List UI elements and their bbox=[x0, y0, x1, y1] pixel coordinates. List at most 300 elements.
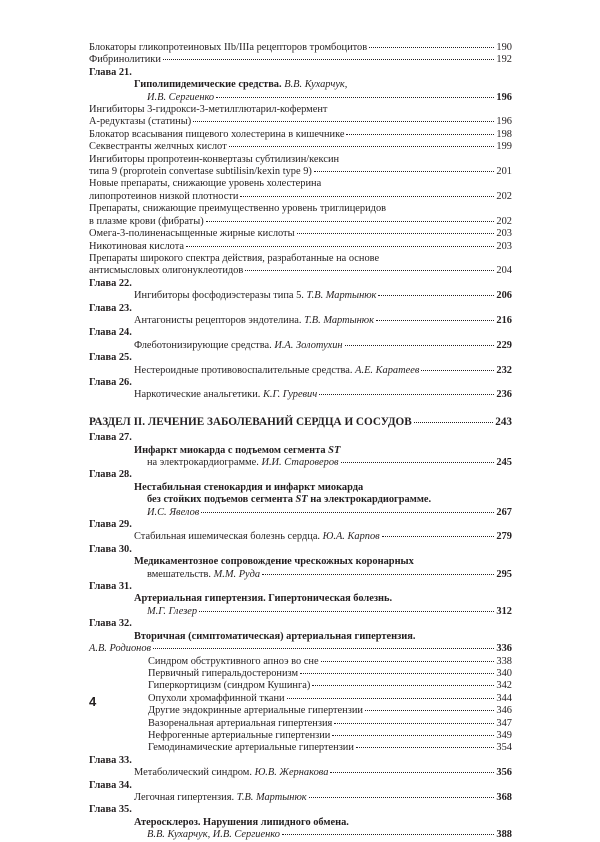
entry-title bbox=[89, 166, 312, 178]
entry-title-text: Омега-3-полиненасыщенные жирные кислоты bbox=[89, 228, 295, 240]
entry-line bbox=[134, 631, 512, 643]
entry-line bbox=[89, 191, 512, 203]
dot-leader bbox=[341, 462, 495, 463]
entry-body bbox=[89, 228, 512, 240]
entry-title-text: Ингибиторы фосфодиэстеразы типа 5. bbox=[134, 290, 304, 302]
page-ref: 245 bbox=[496, 457, 512, 468]
entry-title bbox=[147, 92, 214, 104]
entry-title-text: Метаболический синдром. bbox=[134, 767, 252, 779]
toc-chapter[interactable] bbox=[89, 327, 512, 352]
entry-line bbox=[148, 718, 512, 730]
toc-chapter[interactable] bbox=[89, 780, 512, 805]
entry-line bbox=[134, 445, 512, 457]
entry-body bbox=[134, 340, 512, 352]
dot-leader bbox=[414, 422, 493, 423]
entry-author: М.М. Руда bbox=[213, 568, 261, 580]
entry-body bbox=[134, 482, 512, 519]
dot-leader bbox=[369, 47, 494, 48]
entry-title bbox=[89, 265, 243, 277]
toc-subentry[interactable] bbox=[89, 178, 512, 203]
toc-subentry[interactable] bbox=[89, 241, 512, 253]
toc-chapter[interactable] bbox=[89, 519, 512, 544]
entry-title bbox=[89, 141, 227, 153]
page-ref: 196 bbox=[496, 116, 512, 128]
entry-line bbox=[134, 340, 512, 352]
entry-body bbox=[148, 705, 512, 717]
page-ref: 202 bbox=[496, 215, 512, 227]
entry-title-text: Препараты широкого спектра действия, разработанные на основе bbox=[89, 252, 380, 264]
entry-title bbox=[147, 829, 280, 841]
dot-leader bbox=[334, 723, 494, 724]
chapter-label: Глава 27. bbox=[89, 432, 132, 444]
entry-title-text: в плазме крови (фибраты) bbox=[89, 215, 204, 227]
entry-author: Т.В. Мартынюк bbox=[304, 314, 374, 326]
entry-line bbox=[89, 241, 512, 253]
entry-author: К.Г. Гуревич bbox=[262, 389, 318, 401]
entry-line bbox=[148, 680, 512, 692]
page-ref: 232 bbox=[496, 364, 512, 376]
entry-line bbox=[89, 216, 512, 228]
toc-subentry[interactable] bbox=[89, 668, 512, 680]
entry-title-text: Никотиновая кислота bbox=[89, 240, 185, 252]
entry-line bbox=[89, 116, 512, 128]
entry-title bbox=[148, 668, 298, 680]
entry-body bbox=[148, 730, 512, 742]
entry-line bbox=[89, 129, 512, 141]
entry-title bbox=[134, 389, 317, 401]
entry-title-text: на электрокардиограмме. bbox=[147, 457, 259, 468]
toc-chapter[interactable] bbox=[89, 432, 512, 469]
entry-title-text: Гиполипидемические средства. bbox=[134, 79, 282, 91]
entry-line bbox=[89, 203, 512, 215]
entry-body bbox=[134, 531, 512, 543]
entry-line bbox=[134, 290, 512, 302]
entry-title bbox=[89, 116, 191, 128]
entry-author: В.В. Кухарчук, И.В. Сергиенко bbox=[147, 829, 280, 841]
chapter-label: Глава 35. bbox=[89, 804, 132, 816]
entry-title-text: без стойких подъемов сегмента ST на электрокардиограмме. bbox=[147, 494, 432, 506]
entry-author: Т.В. Мартынюк bbox=[306, 290, 377, 302]
chapter-label: Глава 31. bbox=[89, 581, 132, 593]
entry-body bbox=[89, 241, 512, 253]
entry-line bbox=[134, 593, 512, 605]
dot-leader bbox=[382, 536, 495, 537]
entry-line bbox=[134, 482, 512, 494]
toc-subentry[interactable] bbox=[89, 693, 512, 705]
toc-subentry[interactable] bbox=[89, 54, 512, 66]
entry-body bbox=[89, 178, 512, 203]
entry-body bbox=[89, 42, 512, 54]
entry-title bbox=[89, 216, 204, 228]
entry-title-text: Опухоли хромаффинной ткани bbox=[148, 692, 285, 704]
page-ref: 349 bbox=[496, 729, 512, 741]
toc-subentry[interactable] bbox=[89, 228, 512, 240]
page-ref: 344 bbox=[496, 692, 512, 704]
entry-body bbox=[148, 680, 512, 692]
chapter-label: Глава 22. bbox=[89, 277, 132, 289]
dot-leader bbox=[153, 648, 494, 649]
dot-leader bbox=[319, 394, 494, 395]
entry-title-text: Антагонисты рецепторов эндотелина. bbox=[134, 314, 302, 326]
entry-title-text: Гемодинамические артериальные гипертензии bbox=[148, 742, 354, 754]
toc-subentry[interactable] bbox=[89, 253, 512, 278]
page-ref: 190 bbox=[496, 42, 512, 53]
dot-leader bbox=[229, 146, 495, 147]
page-ref: 312 bbox=[496, 605, 512, 617]
entry-line bbox=[148, 656, 512, 668]
dot-leader bbox=[245, 270, 494, 271]
page-ref: 199 bbox=[496, 141, 512, 153]
entry-body bbox=[89, 416, 512, 428]
entry-line bbox=[134, 457, 512, 469]
entry-line bbox=[148, 668, 512, 680]
entry-body bbox=[89, 129, 512, 141]
page-ref: 192 bbox=[496, 54, 512, 66]
entry-title-text: Новые препараты, снижающие уровень холестерина bbox=[89, 178, 322, 190]
toc-subentry[interactable] bbox=[89, 154, 512, 179]
toc-chapter[interactable] bbox=[89, 618, 512, 655]
entry-title bbox=[89, 191, 238, 203]
dot-leader bbox=[332, 735, 494, 736]
entry-author: И.А. Золотухин bbox=[274, 339, 343, 351]
page-ref: 229 bbox=[496, 339, 512, 351]
dot-leader bbox=[201, 512, 494, 513]
entry-title bbox=[147, 507, 199, 519]
entry-line bbox=[89, 643, 512, 655]
entry-title-text: Инфаркт миокарда с подъемом сегмента ST bbox=[134, 444, 341, 456]
entry-body bbox=[134, 290, 512, 302]
dot-leader bbox=[314, 171, 495, 172]
chapter-label: Глава 32. bbox=[89, 618, 132, 630]
toc-subentry[interactable] bbox=[89, 129, 512, 141]
page-ref: 356 bbox=[496, 767, 512, 779]
page-ref: 347 bbox=[496, 717, 512, 729]
toc-chapter[interactable] bbox=[89, 303, 512, 328]
toc-chapter[interactable] bbox=[89, 469, 512, 519]
entry-line bbox=[148, 742, 512, 754]
entry-line bbox=[89, 178, 512, 190]
st-segment: ST bbox=[328, 444, 341, 456]
toc-chapter[interactable] bbox=[89, 352, 512, 377]
entry-title bbox=[89, 416, 412, 428]
entry-title-text: Нестероидные противовоспалительные средства. bbox=[134, 364, 353, 376]
entry-title-text: А-редуктазы (статины) bbox=[89, 116, 192, 128]
entry-author: И.И. Староверов bbox=[261, 457, 339, 468]
entry-title bbox=[147, 569, 260, 581]
entry-line bbox=[134, 92, 512, 104]
entry-title bbox=[148, 705, 363, 717]
entry-title-text: Другие эндокринные артериальные гипертензии bbox=[148, 705, 363, 717]
entry-line bbox=[89, 265, 512, 277]
entry-title bbox=[134, 767, 328, 779]
chapter-label: Глава 28. bbox=[89, 469, 132, 481]
entry-title-text: Ингибиторы 3-гидрокси-3-метилглютарил-кофермент bbox=[89, 104, 328, 116]
page-ref: 279 bbox=[496, 531, 512, 543]
entry-title-text: Наркотические анальгетики. bbox=[134, 389, 261, 401]
page-ref: 354 bbox=[496, 742, 512, 754]
entry-title-text: И.В. Сергиенко bbox=[147, 91, 215, 103]
entry-title bbox=[89, 42, 367, 54]
toc-subentry[interactable] bbox=[89, 203, 512, 228]
entry-author: Ю.В. Жернакова bbox=[254, 767, 329, 779]
toc-subentry[interactable] bbox=[89, 104, 512, 129]
entry-body bbox=[148, 718, 512, 730]
entry-title-text: РАЗДЕЛ II. ЛЕЧЕНИЕ ЗАБОЛЕВАНИЙ СЕРДЦА И СОСУДОВ bbox=[89, 415, 412, 428]
chapter-label: Глава 26. bbox=[89, 376, 132, 388]
entry-line bbox=[89, 416, 512, 428]
entry-line bbox=[134, 606, 512, 618]
entry-line bbox=[148, 705, 512, 717]
entry-body bbox=[89, 54, 512, 66]
toc-subentry[interactable] bbox=[89, 141, 512, 153]
toc-subentry[interactable] bbox=[89, 718, 512, 730]
dot-leader bbox=[321, 661, 495, 662]
toc-chapter[interactable] bbox=[89, 278, 512, 303]
toc-subentry[interactable] bbox=[89, 730, 512, 742]
st-segment: ST bbox=[295, 494, 308, 506]
entry-author: А.В. Родионов bbox=[89, 643, 152, 655]
entry-title-text: Артериальная гипертензия. Гипертоническая болезнь. bbox=[134, 593, 393, 605]
entry-title-text: Атеросклероз. Нарушения липидного обмена. bbox=[134, 816, 349, 828]
entry-title-text: Первичный гиперальдостеронизм bbox=[148, 667, 299, 679]
entry-author: Ю.А. Карпов bbox=[322, 531, 380, 543]
entry-line bbox=[134, 365, 512, 377]
entry-line bbox=[134, 792, 512, 804]
dot-leader bbox=[240, 196, 494, 197]
entry-body bbox=[134, 767, 512, 779]
entry-line bbox=[134, 767, 512, 779]
dot-leader bbox=[421, 370, 494, 371]
entry-title-text: Стабильная ишемическая болезнь сердца. bbox=[134, 531, 321, 543]
dot-leader bbox=[297, 233, 495, 234]
entry-title bbox=[134, 290, 376, 302]
dot-leader bbox=[287, 698, 495, 699]
entry-title-text: Блокаторы гликопротеиновых IIb/IIIa рецепторов тромбоцитов bbox=[89, 42, 368, 53]
entry-body bbox=[148, 656, 512, 668]
chapter-label: Глава 33. bbox=[89, 754, 132, 766]
entry-title-text: Медикаментозное сопровождение чрескожных коронарных bbox=[134, 556, 414, 568]
page-ref: 346 bbox=[496, 705, 512, 717]
page-ref: 236 bbox=[496, 389, 512, 401]
dot-leader bbox=[186, 246, 494, 247]
entry-body bbox=[148, 668, 512, 680]
toc-section[interactable] bbox=[89, 416, 512, 428]
page-ref: 202 bbox=[496, 190, 512, 202]
entry-title-text: вмешательств. bbox=[147, 568, 211, 580]
page-ref: 368 bbox=[496, 791, 512, 803]
entry-line bbox=[134, 531, 512, 543]
toc-chapter[interactable] bbox=[89, 581, 512, 618]
entry-title-text: Секвестранты желчных кислот bbox=[89, 141, 227, 153]
chapter-label: Глава 30. bbox=[89, 543, 132, 555]
entry-body bbox=[134, 817, 512, 842]
entry-line bbox=[134, 507, 512, 519]
dot-leader bbox=[346, 134, 494, 135]
chapter-label: Глава 25. bbox=[89, 352, 132, 364]
dot-leader bbox=[282, 834, 495, 835]
toc-chapter[interactable] bbox=[89, 67, 512, 104]
entry-title-text: Ингибиторы пропротеин-конвертазы субтилизин/кексин bbox=[89, 153, 340, 165]
entry-title-text: Вазоренальная артериальная гипертензия bbox=[148, 717, 333, 729]
entry-title-text: Нестабильная стенокардия и инфаркт миокарда bbox=[134, 481, 364, 493]
entry-title bbox=[148, 656, 319, 668]
entry-line bbox=[134, 315, 512, 327]
entry-title-text: Гиперкортицизм (синдром Кушинга) bbox=[148, 680, 311, 692]
page-ref: 295 bbox=[496, 568, 512, 580]
page-ref: 243 bbox=[495, 415, 512, 428]
chapter-label: Глава 23. bbox=[89, 302, 132, 314]
entry-title-text: Препараты, снижающие преимущественно уровень триглицеридов bbox=[89, 203, 387, 215]
page-ref: 206 bbox=[496, 290, 512, 302]
entry-body bbox=[89, 203, 512, 228]
toc-chapter[interactable] bbox=[89, 377, 512, 402]
dot-leader bbox=[163, 59, 495, 60]
page-ref: 203 bbox=[496, 228, 512, 240]
table-of-contents bbox=[0, 42, 600, 842]
entry-title bbox=[134, 340, 343, 352]
entry-title-text: типа 9 (proprotein convertase subtilisin/kexin type 9) bbox=[89, 166, 312, 178]
dot-leader bbox=[345, 345, 495, 346]
entry-line bbox=[89, 141, 512, 153]
page-ref: 338 bbox=[496, 655, 512, 667]
entry-author: М.Г. Глезер bbox=[147, 605, 198, 617]
toc-chapter[interactable] bbox=[89, 755, 512, 780]
entry-title bbox=[148, 742, 354, 754]
entry-line bbox=[134, 556, 512, 568]
dot-leader bbox=[193, 121, 494, 122]
page-ref: 340 bbox=[496, 667, 512, 679]
entry-title bbox=[148, 693, 285, 705]
entry-title-text: Нефрогенные артериальные гипертензии bbox=[148, 729, 331, 741]
entry-title bbox=[147, 457, 339, 469]
entry-line bbox=[134, 389, 512, 401]
page-ref: 267 bbox=[496, 506, 512, 518]
entry-title-text: Фибринолитики bbox=[89, 54, 161, 66]
dot-leader bbox=[309, 797, 495, 798]
entry-title bbox=[134, 792, 307, 804]
entry-title bbox=[89, 129, 344, 141]
dot-leader bbox=[300, 673, 494, 674]
dot-leader bbox=[206, 221, 495, 222]
entry-author: Т.В. Мартынюк bbox=[236, 791, 307, 803]
entry-title-text: Легочная гипертензия. bbox=[134, 791, 235, 803]
entry-body bbox=[148, 742, 512, 754]
entry-body bbox=[134, 79, 512, 104]
entry-author: А.Е. Каратеев bbox=[355, 364, 420, 376]
entry-title bbox=[89, 228, 295, 240]
entry-line bbox=[148, 730, 512, 742]
entry-line bbox=[89, 104, 512, 116]
chapter-label: Глава 21. bbox=[89, 66, 132, 78]
page-ref: 216 bbox=[496, 314, 512, 326]
page-number: 4 bbox=[89, 694, 97, 709]
entry-body bbox=[148, 693, 512, 705]
entry-body bbox=[134, 445, 512, 470]
entry-line bbox=[148, 693, 512, 705]
page-ref: 201 bbox=[496, 166, 512, 178]
toc-subentry[interactable] bbox=[89, 42, 512, 54]
dot-leader bbox=[199, 611, 494, 612]
entry-line bbox=[134, 79, 512, 91]
dot-leader bbox=[216, 97, 494, 98]
chapter-label: Глава 34. bbox=[89, 779, 132, 791]
entry-body bbox=[89, 630, 512, 656]
entry-author: И.С. Явелов bbox=[147, 506, 200, 518]
entry-title-text: антисмысловых олигонуклеотидов bbox=[89, 265, 244, 277]
page-ref: 342 bbox=[496, 680, 512, 692]
entry-title-text: Блокатор всасывания пищевого холестерина в кишечнике bbox=[89, 128, 345, 140]
entry-body bbox=[89, 154, 512, 179]
toc-chapter[interactable] bbox=[89, 804, 512, 841]
entry-title bbox=[134, 365, 419, 377]
entry-title bbox=[89, 54, 161, 66]
entry-body bbox=[89, 253, 512, 278]
entry-body bbox=[134, 315, 512, 327]
entry-body bbox=[89, 141, 512, 153]
page-ref: 336 bbox=[496, 643, 512, 655]
entry-title-text: Вторичная (симптоматическая) артериальная гипертензия. bbox=[134, 630, 416, 642]
entry-body bbox=[134, 389, 512, 401]
entry-body bbox=[134, 792, 512, 804]
entry-line bbox=[134, 817, 512, 829]
entry-title-text: Синдром обструктивного апноэ во сне bbox=[148, 655, 319, 667]
entry-line bbox=[89, 154, 512, 166]
page-ref: 198 bbox=[496, 128, 512, 140]
entry-line bbox=[89, 42, 512, 54]
entry-title bbox=[147, 606, 197, 618]
entry-title bbox=[134, 531, 380, 543]
dot-leader bbox=[312, 685, 494, 686]
entry-line bbox=[89, 228, 512, 240]
entry-author: В.В. Кухарчук, bbox=[284, 79, 348, 91]
toc-subentry[interactable] bbox=[89, 680, 512, 692]
entry-body bbox=[134, 593, 512, 618]
dot-leader bbox=[262, 574, 494, 575]
entry-title bbox=[148, 718, 332, 730]
entry-line bbox=[134, 829, 512, 841]
entry-title bbox=[89, 241, 184, 253]
dot-leader bbox=[356, 747, 494, 748]
toc-subentry[interactable] bbox=[89, 742, 512, 754]
page-ref: 203 bbox=[496, 240, 512, 252]
page-ref: 204 bbox=[496, 265, 512, 277]
entry-title-text: липопротеинов низкой плотности bbox=[89, 190, 239, 202]
dot-leader bbox=[376, 320, 494, 321]
entry-title bbox=[148, 730, 330, 742]
page-ref: 196 bbox=[496, 91, 512, 103]
page-ref: 388 bbox=[496, 829, 512, 841]
entry-title-text: Флеботонизирующие средства. bbox=[134, 339, 272, 351]
chapter-label: Глава 29. bbox=[89, 519, 132, 531]
dot-leader bbox=[330, 772, 494, 773]
entry-title bbox=[134, 315, 374, 327]
toc-chapter[interactable] bbox=[89, 544, 512, 581]
dot-leader bbox=[378, 295, 494, 296]
entry-body bbox=[89, 104, 512, 129]
entry-line bbox=[134, 494, 512, 506]
entry-title bbox=[89, 643, 151, 655]
toc-subentry[interactable] bbox=[89, 656, 512, 668]
entry-body bbox=[134, 365, 512, 377]
toc-subentry[interactable] bbox=[89, 705, 512, 717]
entry-title bbox=[148, 680, 310, 692]
entry-line bbox=[134, 569, 512, 581]
entry-body bbox=[134, 556, 512, 581]
entry-line bbox=[89, 54, 512, 66]
entry-line bbox=[89, 166, 512, 178]
dot-leader bbox=[365, 710, 494, 711]
entry-line bbox=[89, 253, 512, 265]
